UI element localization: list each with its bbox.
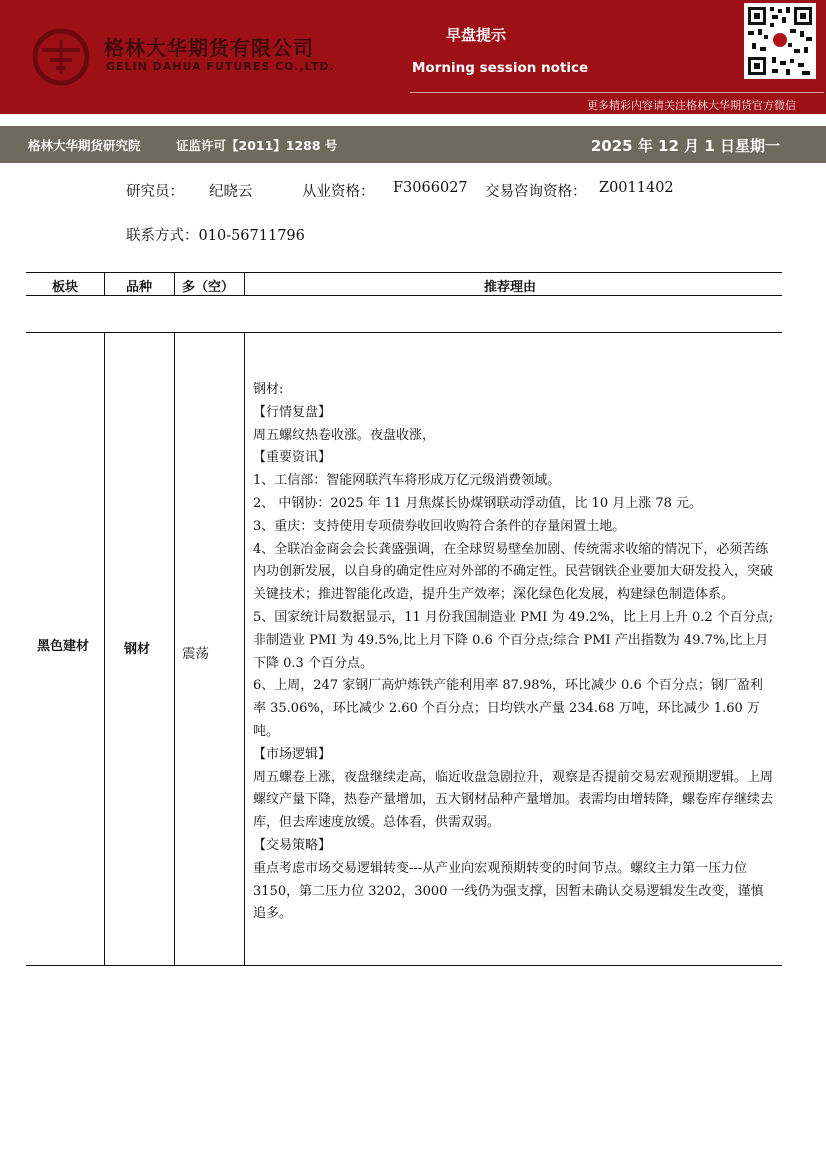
consult-number: Z0011402 [599, 180, 674, 196]
reason-line: 周五螺卷上涨，夜盘继续走高，临近收盘急剧拉升，观察是否提前交易宏观预期逻辑。上周螺纹产量下降，热卷产量增加，五大钢材品种产量增加。表需均由增转降，螺卷库存继续去库，但去库速度放缓。总体看，供需双弱。 [253, 769, 774, 831]
column-header-variety: 品种 [126, 280, 153, 295]
researcher-label: 研究员： [126, 184, 184, 200]
variety-cell: 钢材 [124, 642, 151, 657]
contact-info [126, 224, 305, 245]
reason-line: 4、全联冶金商会会长龚盛强调，在全球贸易壁垒加剧、传统需求收缩的情况下，必须苦练内功创新发展，以自身的确定性应对外部的不确定性。民营钢铁企业要加大研发投入，突破关键技术；推进智能化改造，提升生产效率；深化绿色化发展，构建绿色制造体系。 [253, 541, 774, 603]
table-header-border [26, 295, 782, 296]
follow-wechat-text: 更多精彩内容请关注格林大华期货官方微信 [587, 99, 796, 112]
reason-line: 周五螺纹热卷收涨。夜盘收涨， [253, 427, 436, 443]
brand-name-cn: 格林大华期货有限公司 [104, 36, 314, 60]
column-header-sector: 板块 [52, 280, 79, 295]
researcher-name: 纪晓云 [209, 184, 253, 200]
table-bottom-border [26, 965, 782, 966]
reason-line: 钢材: [253, 382, 284, 397]
qualification-label: 从业资格： [302, 184, 375, 200]
table-col-divider [104, 272, 105, 296]
header-divider [410, 92, 824, 93]
reason-line: 【行情复盘】 [253, 404, 332, 420]
table-col-divider [244, 272, 245, 296]
table-col-divider [244, 332, 245, 966]
reason-line: 【市场逻辑】 [253, 746, 332, 762]
consult-label: 交易咨询资格： [485, 184, 587, 200]
document-title-cn: 早盘提示 [446, 26, 507, 44]
reason-line: 【重要资讯】 [253, 450, 332, 466]
direction-cell: 震荡 [182, 646, 209, 662]
table-col-divider [174, 332, 175, 966]
table-top-border [26, 272, 782, 273]
contact-label: 联系方式： [126, 228, 199, 244]
table-row-top-border [26, 332, 782, 333]
qr-code-icon [744, 3, 816, 79]
sector-cell: 黑色建材 [37, 639, 90, 654]
reason-line: 3、重庆：支持使用专项债券收回收购符合条件的存量闲置土地。 [253, 518, 626, 534]
column-header-direction: 多（空） [182, 280, 235, 295]
reason-line: 6、上周，247 家钢厂高炉炼铁产能利用率 87.98%，环比减少 0.6 个百分点；钢厂盈利率 35.06%，环比减少 2.60 个百分点；日均铁水产量 234.68 万吨，环比减少 1.60 万吨。 [253, 678, 763, 739]
license-number: 证监许可【2011】1288 号 [176, 138, 338, 153]
document-title-en: Morning session notice [412, 60, 589, 76]
contact-value: 010-56711796 [198, 228, 305, 244]
reason-line: 1、工信部：智能网联汽车将形成万亿元级消费领域。 [253, 473, 561, 489]
qualification-number: F3066027 [393, 180, 468, 196]
reason-line: 5、国家统计局数据显示，11 月份我国制造业 PMI 为 49.2%，比上月上升 0.2 个百分点;非制造业 PMI 为 49.5%,比上月下降 0.6 个百分点;综合 PMI 产出指数为 49.7%,比上月下降 0.3 个百分点。 [253, 609, 774, 671]
reason-line: 2、 中钢协：2025 年 11 月焦煤长协煤钢联动浮动值，比 10 月上涨 78 元。 [253, 495, 703, 511]
header-banner [0, 0, 826, 114]
recommendation-reason [253, 379, 775, 926]
reason-line: 【交易策略】 [253, 837, 332, 853]
brand-name-en: GELIN DAHUA FUTURES CO.,LTD. [106, 60, 335, 73]
table-col-divider [104, 332, 105, 966]
company-logo-icon [32, 28, 90, 86]
reason-line: 重点考虑市场交易逻辑转变---从产业向宏观预期转变的时间节点。螺纹主力第一压力位 3150，第二压力位 3202，3000 一线仍为强支撑，因暂未确认交易逻辑发生改变，谨慎追多。 [253, 860, 764, 922]
info-bar [0, 126, 826, 163]
report-date: 2025 年 12 月 1 日星期一 [590, 137, 780, 155]
institute-name: 格林大华期货研究院 [28, 138, 141, 153]
table-col-divider [174, 272, 175, 296]
column-header-reason: 推荐理由 [484, 280, 537, 295]
